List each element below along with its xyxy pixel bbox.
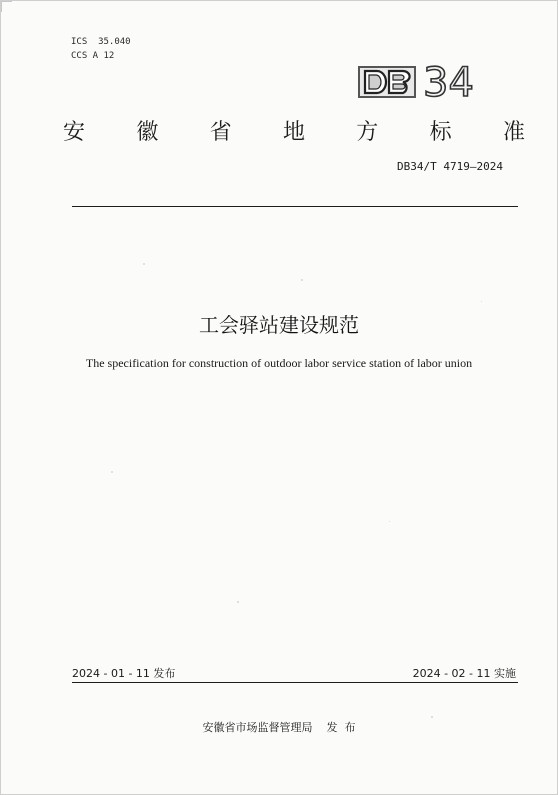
standard-type-heading: [59, 115, 529, 146]
bottom-divider: [72, 682, 518, 683]
db34-logo: [357, 57, 483, 101]
top-divider: [72, 206, 518, 207]
standard-number: DB34/T 4719—2024: [397, 160, 503, 173]
scan-corner-mark: [1, 1, 12, 12]
classification-codes: [71, 35, 131, 63]
scan-speck: [301, 279, 303, 281]
ccs-code: CCS A 12: [71, 51, 115, 61]
logo-number: 34: [423, 60, 474, 101]
standard-type-char: 方: [356, 120, 379, 145]
ics-code: ICS 35.040: [71, 37, 131, 47]
issue-date: 2024 - 01 - 11 发布: [72, 667, 176, 680]
standard-type-char: 准: [502, 120, 525, 145]
scan-speck: [143, 263, 145, 265]
scan-speck: [481, 301, 482, 302]
title-chinese: 工会驿站建设规范: [199, 313, 359, 337]
scan-speck: [237, 601, 239, 603]
scan-speck: [389, 521, 390, 522]
scan-speck: [431, 716, 433, 718]
standard-type-char: 省: [209, 120, 232, 145]
standard-type-char: 徽: [136, 120, 159, 145]
title-english: The specification for construction of outdoor labor service station of labor union: [85, 356, 473, 370]
implementation-date: 2024 - 02 - 11 实施: [412, 667, 516, 680]
standard-type-char: 标: [429, 120, 452, 145]
standard-type-char: 地: [282, 120, 305, 145]
standard-type-char: 安: [62, 120, 85, 145]
scan-speck: [111, 471, 113, 473]
publisher: 安徽省市场监督管理局 发 布: [202, 721, 356, 734]
